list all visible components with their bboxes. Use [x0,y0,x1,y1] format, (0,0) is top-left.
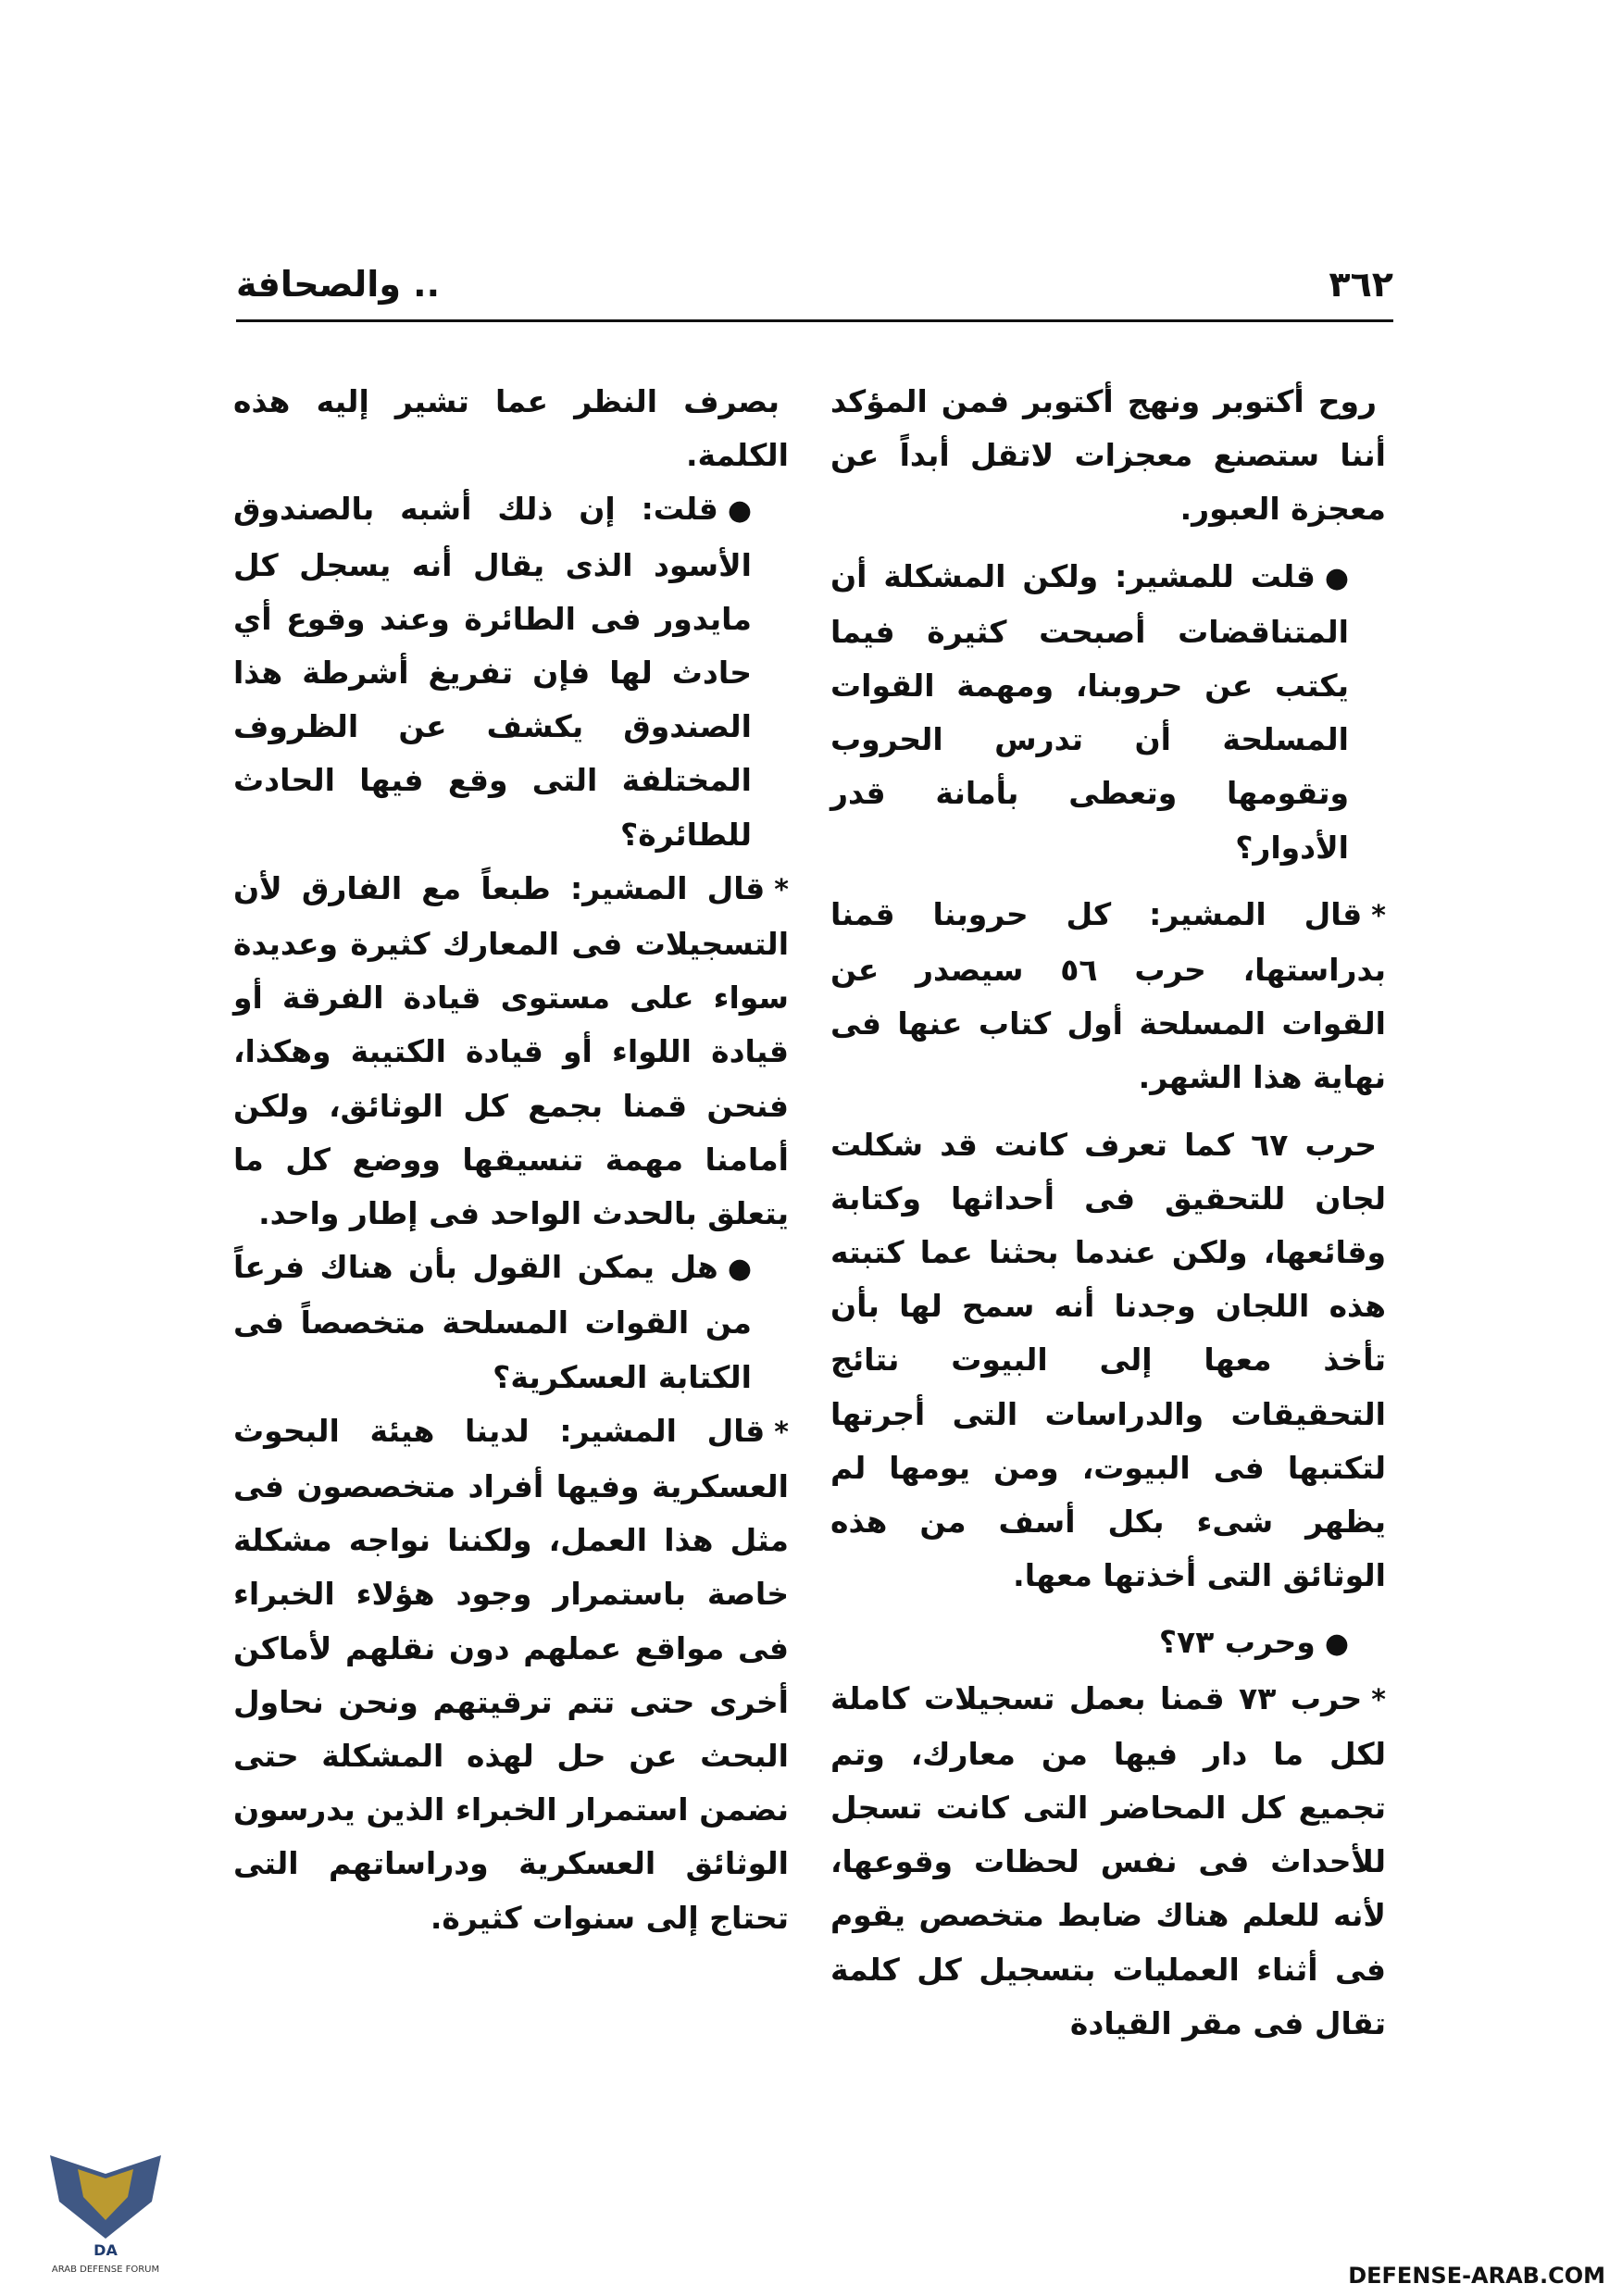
bullet-icon: ● [1324,561,1349,594]
paragraph: *قال المشير: طبعاً مع الفارق لأن التسجيلات فى المعارك كثيرة وعديدة سواء على مستوى قيادة الفرقة أو قيادة اللواء أو قيادة الكتيبة وهكذا، فنحن قمنا بجمع كل الوثائق، ولكن أمامنا مهمة تنسيقها ووضع كل ما يتعلق بالحدث الواحد فى إطار واحد. [233,862,789,1241]
bullet-icon: ● [1324,1628,1349,1661]
page-number: ٣٦٢ [1329,264,1393,305]
paragraph: ●هل يمكن القول بأن هناك فرعاً من القوات المسلحة متخصصاً فى الكتابة العسكرية؟ [233,1241,789,1404]
asterisk-icon: * [774,1416,789,1449]
svg-text:ARAB DEFENSE FORUM: ARAB DEFENSE FORUM [51,2265,160,2275]
forum-logo [31,2137,180,2285]
paragraph: ●قلت للمشير: ولكن المشكلة أن المتناقضات أصبحت كثيرة فيما يكتب عن حروبنا، ومهمة القوات المسلحة أن تدرس الحروب وتقومها وتعطى بأمانة قدر الأدوار؟ [830,550,1386,875]
paragraph: روح أكتوبر ونهج أكتوبر فمن المؤكد أننا ستصنع معجزات لاتقل أبداً عن معجزة العبور. [830,383,1386,528]
right-column [830,375,1386,2051]
paragraph: ●قلت: إن ذلك أشبه بالصندوق الأسود الذى يقال أنه يسجل كل مايدور فى الطائرة وعند وقوع أي حادث لها فإن تفريغ أشرطة هذا الصندوق يكشف عن الظروف المختلفة التى وقع فيها الحادث للطائرة؟ [233,482,789,861]
paragraph: *قال المشير: كل حروبنا قمنا بدراستها، حرب ٥٦ سيصدر عن القوات المسلحة أول كتاب عنها فى نهاية هذا الشهر. [830,888,1386,1105]
paragraph: حرب ٦٧ كما تعرف كانت قد شكلت لجان للتحقيق فى أحداثها وكتابة وقائعها، ولكن عندما بحثنا عما كتبته هذه اللجان وجدنا أنه سمح لها بأن تأخذ معها إلى البيوت نتائج التحقيقات والدراسات التى أجرتها لتكتبها فى البيوت، ومن يومها لم يظهر شىء بكل أسف من هذه الوثائق التى أخذتها معها. [830,1126,1386,1594]
site-watermark: DEFENSE-ARAB.COM [1348,2263,1605,2289]
asterisk-icon: * [1371,1683,1386,1716]
paragraph: *قال المشير: لدينا هيئة البحوث العسكرية وفيها أفراد متخصصون فى مثل هذا العمل، ولكننا نواجه مشكلة خاصة باستمرار وجود هؤلاء الخبراء فى مواقع عملهم دون نقلهم لأماكن أخرى حتى تتم ترقيتهم ونحن نحاول البحث عن حل لهذه المشكلة حتى نضمن استمرار الخبراء الذين يدرسون الوثائق العسكرية ودراساتهم التى تحتاج إلى سنوات كثيرة. [233,1404,789,1945]
asterisk-icon: * [1371,899,1386,932]
bullet-icon: ● [727,1253,752,1286]
svg-text:DA: DA [94,2241,118,2259]
paragraph: ●وحرب ٧٣؟ [830,1616,1386,1671]
page-header [236,264,1393,322]
paragraph: بصرف النظر عما تشير إليه هذه الكلمة. [233,383,789,474]
left-column [233,375,789,1945]
running-title: .. والصحافة [236,264,441,305]
bullet-icon: ● [727,494,752,528]
paragraph: *حرب ٧٣ قمنا بعمل تسجيلات كاملة لكل ما دار فيها من معارك، وتم تجميع كل المحاضر التى كانت تسجل للأحداث فى نفس لحظات وقوعها، لأنه للعلم هناك ضابط متخصص يقوم فى أثناء العمليات بتسجيل كل كلمة تقال فى مقر القيادة [830,1672,1386,2051]
asterisk-icon: * [774,873,789,906]
